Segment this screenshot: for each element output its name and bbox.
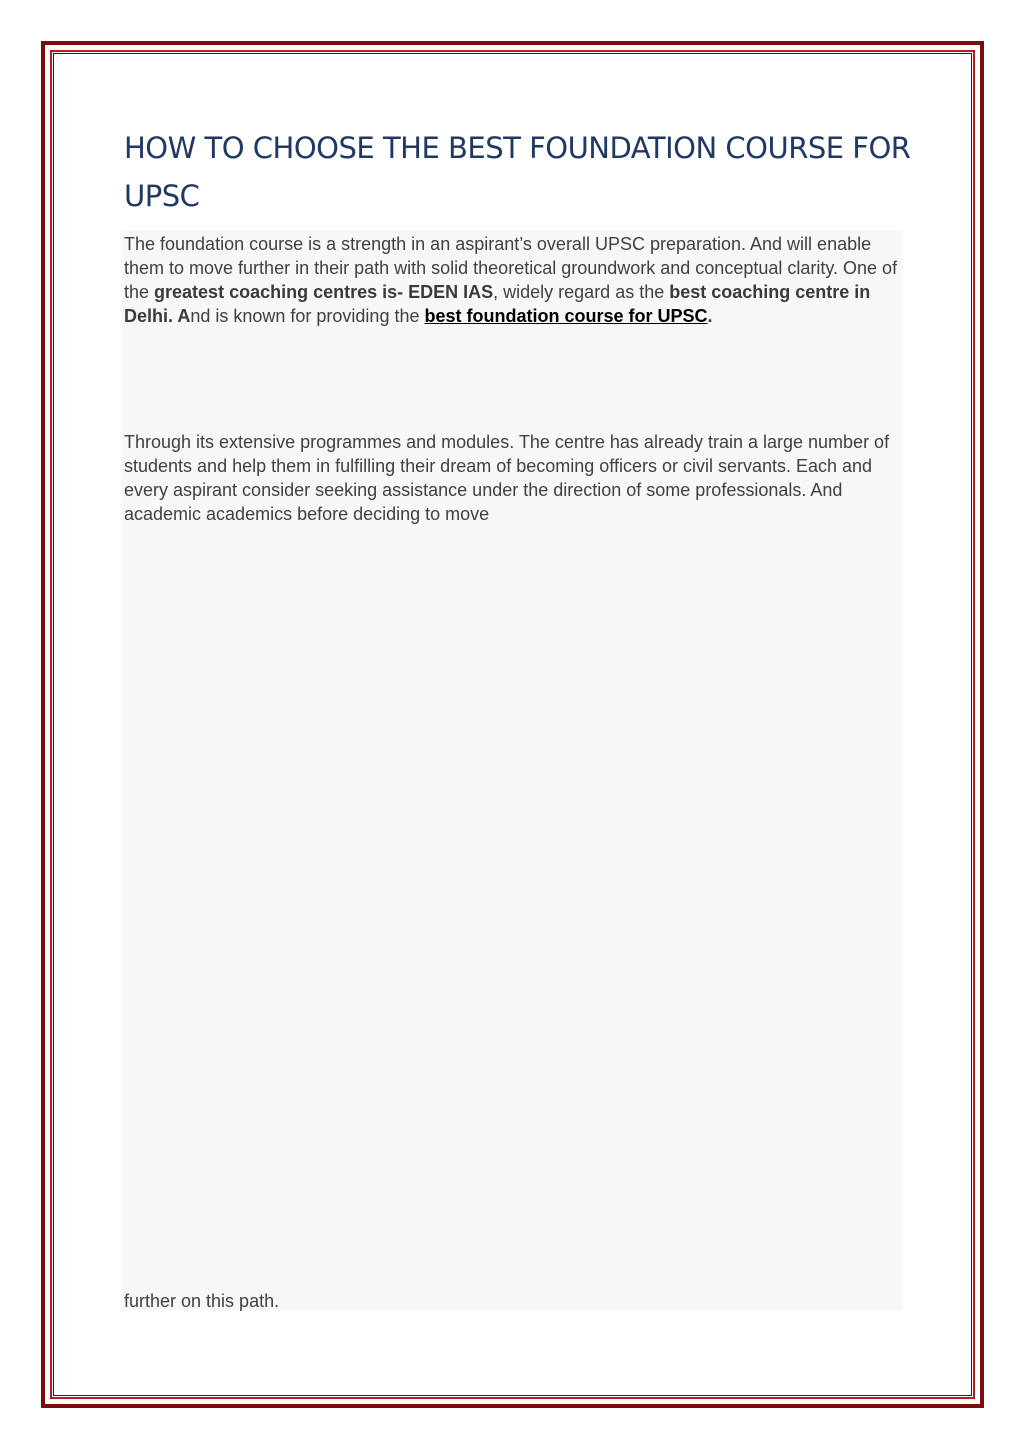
intro-text-1: The foundation course is a strength in an aspirant’s overall UPSC preparation. And will enable them to move further in their path with solid theoretical groundwork and conceptual clarity. One of the xyxy=(124,234,898,302)
content-background xyxy=(121,230,903,1310)
intro-paragraph xyxy=(124,232,899,328)
intro-bold-eden-ias: greatest coaching centres is- EDEN IAS xyxy=(154,282,494,302)
intro-end-period: . xyxy=(707,306,713,326)
document-title: HOW TO CHOOSE THE BEST FOUNDATION COURSE FOR UPSC xyxy=(124,131,911,213)
foundation-course-link[interactable]: best foundation course for UPSC xyxy=(424,306,708,326)
programmes-paragraph: Through its extensive programmes and modules. The centre has already train a large number of students and help them in fulfilling their dream of becoming officers or civil servants. Each and every aspirant consider seeking assistance under the direction of some professionals. And academic academics before deciding to move xyxy=(124,432,890,524)
intro-text-2: , widely regard as the xyxy=(493,282,670,302)
intro-text-3: nd is known for providing the xyxy=(190,306,425,326)
closing-paragraph: further on this path. xyxy=(124,1291,280,1311)
intro-bold-best-coaching: best coaching centre in Delhi. A xyxy=(124,282,871,326)
